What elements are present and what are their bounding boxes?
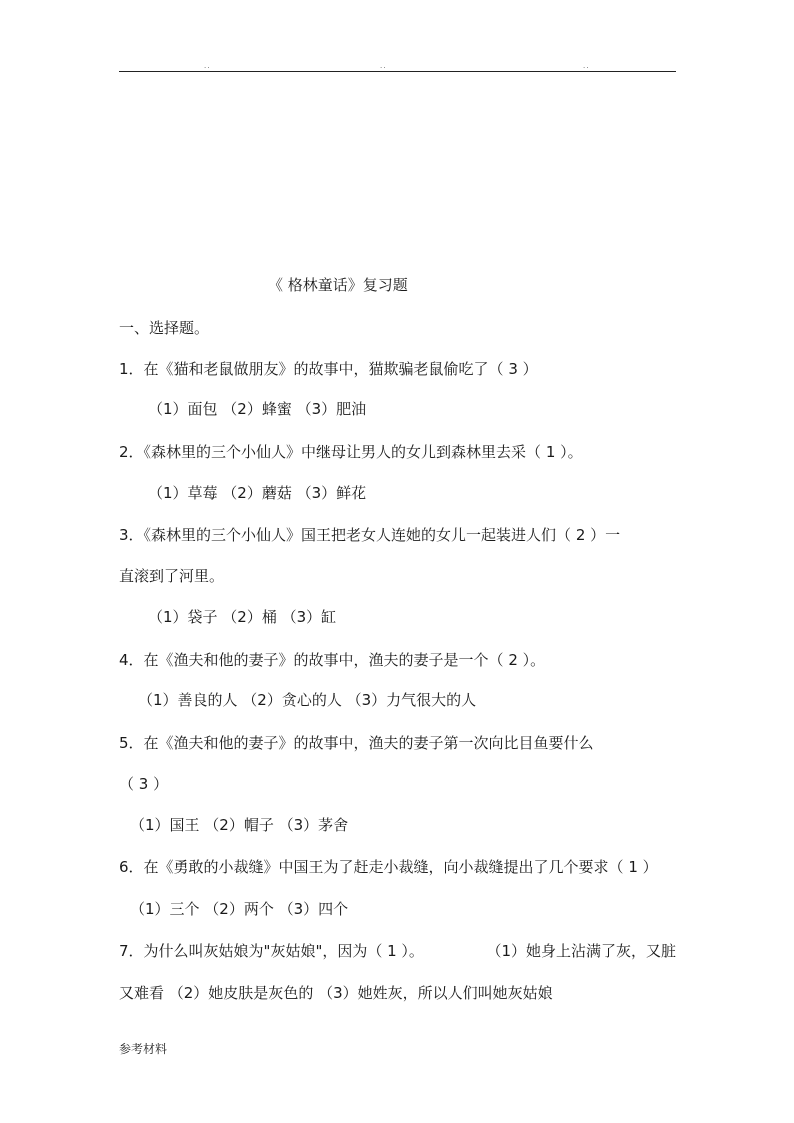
- question-1: 1．在《猫和老鼠做朋友》的故事中，猫欺骗老鼠偷吃了（ 3 ）: [119, 360, 538, 378]
- question-3-line-1: 3．《森林里的三个小仙人》国王把老女人连她的女儿一起装进人们（ 2 ）一: [119, 526, 621, 544]
- question-2-options: （1）草莓 （2）蘑菇 （3）鲜花: [148, 484, 367, 502]
- question-7-prompt: 7．为什么叫灰姑娘为"灰姑娘"，因为（ 1 ）。: [119, 942, 424, 960]
- question-4: 4．在《渔夫和他的妻子》的故事中，渔夫的妻子是一个（ 2 ）。: [119, 651, 546, 669]
- question-3-options: （1）袋子 （2）桶 （3）缸: [148, 608, 337, 626]
- question-5-options: （1）国王 （2）帽子 （3）茅舍: [130, 816, 349, 834]
- question-4-options: （1）善良的人 （2）贪心的人 （3）力气很大的人: [138, 691, 477, 709]
- question-7-option-1: （1）她身上沾满了灰，又脏: [486, 942, 676, 960]
- question-1-options: （1）面包 （2）蜂蜜 （3）肥油: [148, 400, 367, 418]
- question-7-line-2: 又难看 （2）她皮肤是灰色的 （3）她姓灰，所以人们叫她灰姑娘: [119, 984, 553, 1002]
- section-heading: 一、选择题。: [119, 319, 210, 337]
- question-5-line-1: 5．在《渔夫和他的妻子》的故事中，渔夫的妻子第一次向比目鱼要什么: [119, 734, 594, 752]
- document-title: 《 格林童话》复习题: [268, 276, 408, 294]
- footer-label: 参考材料: [119, 1042, 168, 1056]
- header-divider: [119, 71, 676, 72]
- question-3-line-2: 直滚到了河里。: [119, 567, 225, 585]
- question-2: 2．《森林里的三个小仙人》中继母让男人的女儿到森林里去采（ 1 ）。: [119, 443, 583, 461]
- question-6: 6．在《勇敢的小裁缝》中国王为了赶走小裁缝，向小裁缝提出了几个要求（ 1 ）: [119, 858, 658, 876]
- question-6-options: （1）三个 （2）两个 （3）四个: [130, 900, 349, 918]
- header-dot-1: ..: [204, 62, 211, 70]
- question-7-line-1: [119, 941, 676, 961]
- question-5-line-2: （ 3 ）: [119, 775, 169, 793]
- header-dot-3: ..: [583, 62, 590, 70]
- header-dot-2: ..: [380, 62, 387, 70]
